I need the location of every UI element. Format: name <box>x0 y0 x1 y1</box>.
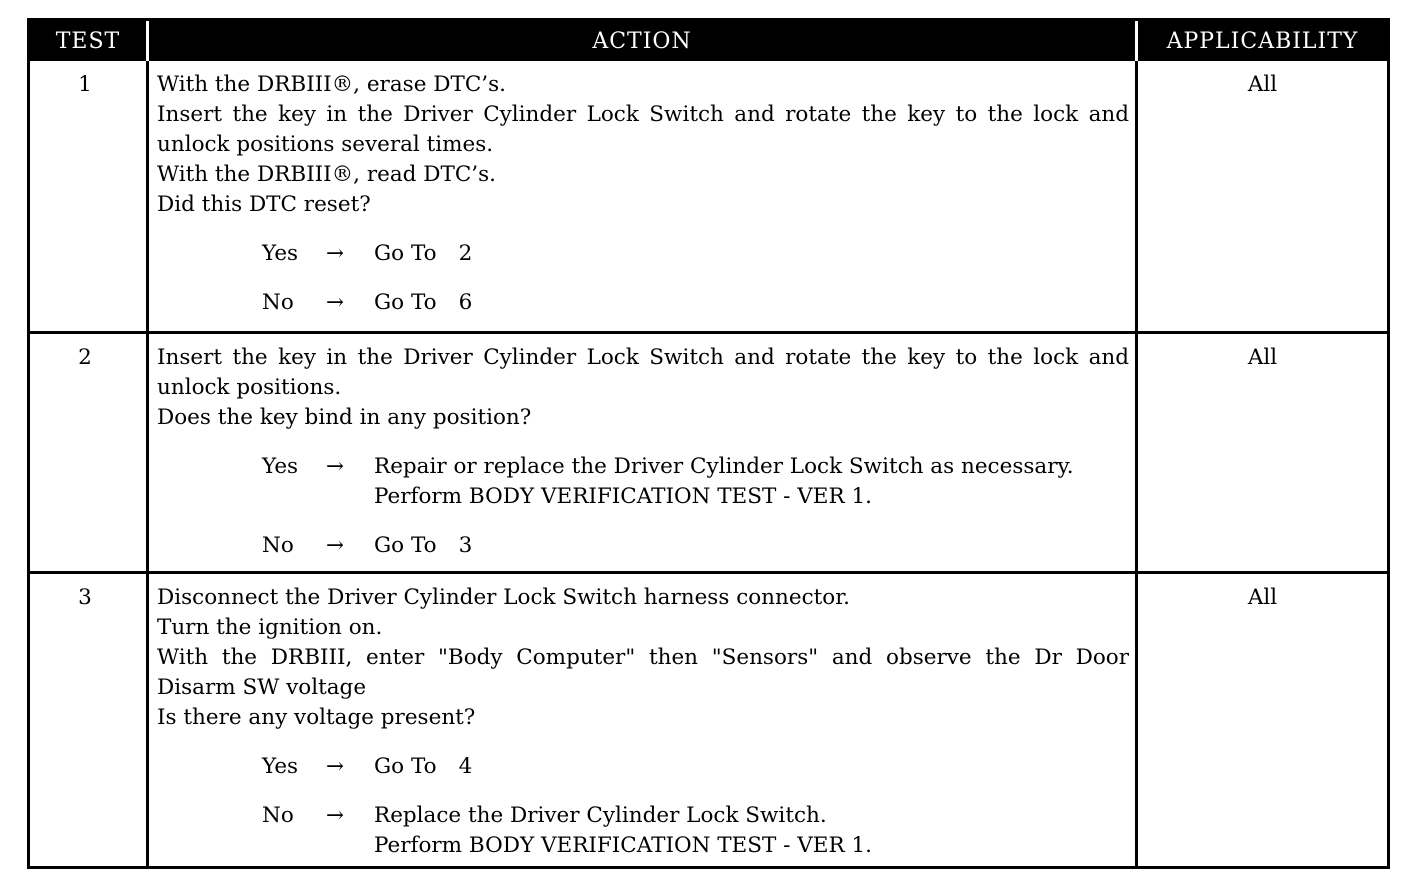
answer-result <box>374 801 872 861</box>
answers <box>157 239 1129 318</box>
arrow-icon: → <box>326 241 345 266</box>
test-number-1: 1 <box>30 61 149 331</box>
answer-result <box>374 752 472 782</box>
applicability-2: All <box>1138 331 1387 571</box>
action-line: Does the key bind in any position? <box>157 405 532 430</box>
answer-label: No <box>262 803 294 828</box>
action-cell-3 <box>149 571 1138 868</box>
answer-label: No <box>262 533 294 558</box>
answer-result <box>374 531 472 561</box>
diagnostic-table <box>27 18 1390 869</box>
action-line: With the DRBIII®, erase DTC’s. <box>157 72 506 97</box>
action-line: With the DRBIII, enter "Body Computer" then "Sensors" and observe the Dr Door <box>157 645 1129 670</box>
answer-no <box>262 531 1129 561</box>
answer-label: No <box>262 290 294 315</box>
answer-label: Yes <box>262 754 299 779</box>
goto-text: Go To <box>374 754 437 779</box>
answer-result <box>374 239 472 269</box>
answer-no <box>262 288 1129 318</box>
action-line: Insert the key in the Driver Cylinder Lock Switch and rotate the key to the lock and <box>157 102 1129 127</box>
answers <box>157 452 1129 561</box>
result-line: Repair or replace the Driver Cylinder Lock Switch as necessary. <box>374 454 1074 479</box>
answer-yes <box>262 752 1129 782</box>
applicability-1: All <box>1247 72 1278 97</box>
answer-label: Yes <box>262 241 299 266</box>
action-line: Insert the key in the Driver Cylinder Lock Switch and rotate the key to the lock and <box>157 345 1129 370</box>
action-cell-2 <box>149 331 1138 571</box>
goto-number: 4 <box>458 754 473 779</box>
answer-label: Yes <box>262 454 299 479</box>
goto-text: Go To <box>374 290 437 315</box>
goto-text: Go To <box>374 241 437 266</box>
answer-result <box>374 452 1074 512</box>
header-action: ACTION <box>149 21 1138 61</box>
applicability-3: All <box>1138 571 1387 868</box>
answer-yes <box>262 239 1129 269</box>
arrow-icon: → <box>326 803 345 828</box>
action-line: Did this DTC reset? <box>157 192 371 217</box>
arrow-icon: → <box>326 533 345 558</box>
result-line: Replace the Driver Cylinder Lock Switch. <box>374 803 827 828</box>
answer-yes <box>262 452 1129 512</box>
action-line: Turn the ignition on. <box>157 615 383 640</box>
answers <box>157 752 1129 861</box>
action-cell-1 <box>149 61 1138 331</box>
arrow-icon: → <box>326 454 345 479</box>
arrow-icon: → <box>326 290 345 315</box>
goto-number: 2 <box>458 241 473 266</box>
action-line: Disarm SW voltage <box>157 675 367 700</box>
action-line: With the DRBIII®, read DTC’s. <box>157 162 496 187</box>
result-line: Perform BODY VERIFICATION TEST - VER 1. <box>374 484 873 509</box>
header-applicability: APPLICABILITY <box>1138 21 1387 61</box>
answer-result <box>374 288 472 318</box>
test-number-2: 2 <box>30 331 149 571</box>
arrow-icon: → <box>326 754 345 779</box>
answer-no <box>262 801 1129 861</box>
action-line: unlock positions several times. <box>157 132 494 157</box>
goto-number: 3 <box>458 533 473 558</box>
action-line: unlock positions. <box>157 375 342 400</box>
header-test: TEST <box>30 21 149 61</box>
action-line: Is there any voltage present? <box>157 705 476 730</box>
result-line: Perform BODY VERIFICATION TEST - VER 1. <box>374 833 873 858</box>
test-number-3: 3 <box>30 571 149 868</box>
goto-text: Go To <box>374 533 437 558</box>
action-line: Disconnect the Driver Cylinder Lock Switch harness connector. <box>157 585 850 610</box>
goto-number: 6 <box>458 290 473 315</box>
